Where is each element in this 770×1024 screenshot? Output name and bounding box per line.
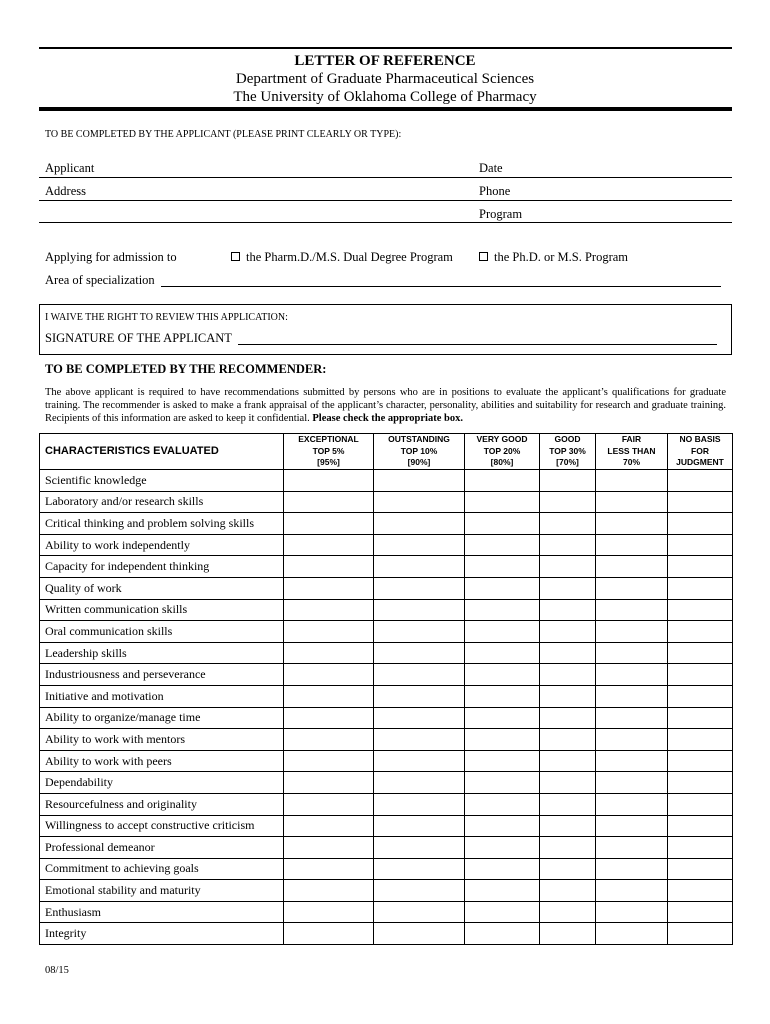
phd-option[interactable]: [479, 250, 628, 265]
rating-cell[interactable]: [540, 556, 596, 578]
characteristic-name: Ability to organize/manage time: [40, 707, 284, 729]
rating-cell[interactable]: [668, 880, 733, 902]
rating-cell[interactable]: [465, 729, 540, 751]
rating-cell[interactable]: [374, 599, 465, 621]
rating-cell[interactable]: [284, 513, 374, 535]
rating-cell[interactable]: [596, 750, 668, 772]
address-field[interactable]: [39, 200, 732, 201]
rating-cell[interactable]: [284, 534, 374, 556]
rating-cell[interactable]: [668, 513, 733, 535]
characteristic-name: Ability to work with mentors: [40, 729, 284, 751]
recommender-heading: TO BE COMPLETED BY THE RECOMMENDER:: [45, 362, 327, 376]
characteristic-name: Enthusiasm: [40, 901, 284, 923]
rating-cell[interactable]: [540, 577, 596, 599]
rating-cell[interactable]: [668, 534, 733, 556]
pharmd-option[interactable]: [231, 250, 453, 265]
rating-cell[interactable]: [284, 815, 374, 837]
rating-cell[interactable]: [465, 577, 540, 599]
table-body: [40, 470, 733, 945]
rating-cell[interactable]: [596, 837, 668, 859]
characteristic-name: Scientific knowledge: [40, 470, 284, 492]
rating-cell[interactable]: [284, 599, 374, 621]
characteristic-name: Resourcefulness and originality: [40, 793, 284, 815]
characteristic-name: Professional demeanor: [40, 837, 284, 859]
rating-cell[interactable]: [596, 491, 668, 513]
table-row: [40, 729, 733, 751]
university-name: The University of Oklahoma College of Pharmacy: [233, 89, 537, 105]
rating-cell[interactable]: [284, 923, 374, 945]
specialization-field[interactable]: [161, 286, 721, 287]
rating-cell[interactable]: [596, 901, 668, 923]
rating-cell[interactable]: [374, 664, 465, 686]
rating-cell[interactable]: [465, 923, 540, 945]
rating-cell[interactable]: [374, 750, 465, 772]
rating-cell[interactable]: [465, 837, 540, 859]
rating-cell[interactable]: [596, 513, 668, 535]
rating-cell[interactable]: [374, 685, 465, 707]
rating-cell[interactable]: [596, 556, 668, 578]
rating-cell[interactable]: [596, 642, 668, 664]
rating-cell[interactable]: [284, 685, 374, 707]
address-label: Address: [45, 184, 86, 198]
table-row: [40, 642, 733, 664]
rating-cell[interactable]: [540, 750, 596, 772]
rating-cell[interactable]: [374, 772, 465, 794]
rating-cell[interactable]: [284, 470, 374, 492]
characteristic-name: Commitment to achieving goals: [40, 858, 284, 880]
table-header-row: [40, 434, 733, 470]
rating-cell[interactable]: [668, 577, 733, 599]
rating-cell[interactable]: [540, 858, 596, 880]
rating-cell[interactable]: [596, 621, 668, 643]
rating-cell[interactable]: [540, 815, 596, 837]
rating-cell[interactable]: [465, 491, 540, 513]
rating-cell[interactable]: [374, 901, 465, 923]
rating-cell[interactable]: [284, 793, 374, 815]
col-header-no-basis: NO BASIS FOR JUDGMENT: [668, 434, 733, 470]
characteristic-name: Industriousness and perseverance: [40, 664, 284, 686]
rating-cell[interactable]: [596, 729, 668, 751]
rating-cell[interactable]: [284, 664, 374, 686]
characteristic-name: Critical thinking and problem solving skills: [40, 513, 284, 535]
characteristic-name: Emotional stability and maturity: [40, 880, 284, 902]
rating-cell[interactable]: [668, 815, 733, 837]
pharmd-checkbox[interactable]: [231, 252, 240, 261]
rating-cell[interactable]: [284, 772, 374, 794]
rating-cell[interactable]: [465, 793, 540, 815]
rating-cell[interactable]: [374, 642, 465, 664]
rating-cell[interactable]: [540, 772, 596, 794]
col-header-very-good: VERY GOOD TOP 20% [80%]: [465, 434, 540, 470]
table-row: [40, 707, 733, 729]
characteristic-name: Dependability: [40, 772, 284, 794]
characteristic-name: Laboratory and/or research skills: [40, 491, 284, 513]
table-row: [40, 664, 733, 686]
table-row: [40, 534, 733, 556]
rating-cell[interactable]: [668, 772, 733, 794]
rating-cell[interactable]: [374, 729, 465, 751]
rating-cell[interactable]: [540, 685, 596, 707]
table-row: [40, 577, 733, 599]
rating-cell[interactable]: [668, 664, 733, 686]
rating-cell[interactable]: [668, 858, 733, 880]
rating-cell[interactable]: [284, 837, 374, 859]
applicant-label: Applicant: [45, 161, 95, 175]
rating-cell[interactable]: [668, 556, 733, 578]
rating-cell[interactable]: [668, 599, 733, 621]
rating-cell[interactable]: [540, 642, 596, 664]
rating-cell[interactable]: [374, 858, 465, 880]
rating-cell[interactable]: [596, 599, 668, 621]
table-row: [40, 793, 733, 815]
rating-cell[interactable]: [668, 750, 733, 772]
signature-label: SIGNATURE OF THE APPLICANT: [45, 331, 232, 345]
evaluation-table: [39, 433, 733, 945]
rating-cell[interactable]: [465, 556, 540, 578]
characteristic-name: Willingness to accept constructive criticism: [40, 815, 284, 837]
rating-cell[interactable]: [668, 729, 733, 751]
rating-cell[interactable]: [284, 577, 374, 599]
program-label: Program: [479, 207, 523, 221]
rating-cell[interactable]: [668, 470, 733, 492]
rating-cell[interactable]: [540, 513, 596, 535]
applicant-field[interactable]: [39, 177, 732, 178]
pharmd-option-label: the Pharm.D./M.S. Dual Degree Program: [246, 250, 453, 264]
phone-label: Phone: [479, 184, 511, 198]
rating-cell[interactable]: [374, 621, 465, 643]
rating-cell[interactable]: [596, 685, 668, 707]
rating-cell[interactable]: [596, 707, 668, 729]
rating-cell[interactable]: [668, 621, 733, 643]
rating-cell[interactable]: [465, 534, 540, 556]
rating-cell[interactable]: [374, 534, 465, 556]
rating-cell[interactable]: [284, 707, 374, 729]
rating-cell[interactable]: [465, 470, 540, 492]
address-field-line-2[interactable]: [39, 222, 732, 223]
department-name: Department of Graduate Pharmaceutical Sciences: [235, 71, 535, 87]
rating-cell[interactable]: [596, 577, 668, 599]
col-header-good: GOOD TOP 30% [70%]: [540, 434, 596, 470]
table-row: [40, 880, 733, 902]
rating-cell[interactable]: [596, 858, 668, 880]
rating-cell[interactable]: [668, 707, 733, 729]
characteristic-name: Ability to work independently: [40, 534, 284, 556]
table-row: [40, 815, 733, 837]
characteristic-name: Written communication skills: [40, 599, 284, 621]
recommender-paragraph-text: The above applicant is required to have recommendations submitted by persons who are in positions to evaluate the applicant’s qualifications for graduate training. The recommender is asked to make a frank appraisal of the applicant’s character, personality, abilities and suitability for research and graduate training. Recipients of this information are asked to keep it confidential.: [45, 387, 726, 424]
table-row: [40, 923, 733, 945]
rating-cell[interactable]: [596, 470, 668, 492]
rating-cell[interactable]: [596, 880, 668, 902]
col-header-fair: FAIR LESS THAN 70%: [596, 434, 668, 470]
rating-cell[interactable]: [668, 923, 733, 945]
col-header-outstanding: OUTSTANDING TOP 10% [90%]: [374, 434, 465, 470]
document-title: LETTER OF REFERENCE: [294, 53, 476, 69]
rating-cell[interactable]: [668, 491, 733, 513]
rating-cell[interactable]: [465, 815, 540, 837]
header-bottom-rule: [39, 107, 732, 111]
rating-cell[interactable]: [284, 901, 374, 923]
rating-cell[interactable]: [668, 901, 733, 923]
table-row: [40, 491, 733, 513]
rating-cell[interactable]: [374, 707, 465, 729]
recommender-paragraph-bold: Please check the appropriate box.: [312, 413, 463, 424]
rating-cell[interactable]: [540, 707, 596, 729]
table-row: [40, 901, 733, 923]
col-header-exceptional: EXCEPTIONAL TOP 5% [95%]: [284, 434, 374, 470]
rating-cell[interactable]: [596, 664, 668, 686]
rating-cell[interactable]: [284, 491, 374, 513]
characteristics-header: CHARACTERISTICS EVALUATED: [40, 434, 284, 470]
waiver-text: I WAIVE THE RIGHT TO REVIEW THIS APPLICATION:: [45, 312, 288, 323]
rating-cell[interactable]: [465, 880, 540, 902]
rating-cell[interactable]: [284, 858, 374, 880]
specialization-label: Area of specialization: [45, 273, 155, 287]
rating-cell[interactable]: [540, 880, 596, 902]
table-row: [40, 513, 733, 535]
rating-cell[interactable]: [284, 729, 374, 751]
rating-cell[interactable]: [540, 621, 596, 643]
rating-cell[interactable]: [668, 793, 733, 815]
characteristic-name: Oral communication skills: [40, 621, 284, 643]
rating-cell[interactable]: [374, 837, 465, 859]
characteristic-name: Integrity: [40, 923, 284, 945]
rating-cell[interactable]: [596, 772, 668, 794]
phd-checkbox[interactable]: [479, 252, 488, 261]
rating-cell[interactable]: [596, 815, 668, 837]
table-row: [40, 470, 733, 492]
characteristic-name: Quality of work: [40, 577, 284, 599]
rating-cell[interactable]: [596, 793, 668, 815]
rating-cell[interactable]: [374, 880, 465, 902]
phd-option-label: the Ph.D. or M.S. Program: [494, 250, 629, 264]
rating-cell[interactable]: [540, 491, 596, 513]
applicant-instruction: TO BE COMPLETED BY THE APPLICANT (PLEASE PRINT CLEARLY OR TYPE):: [45, 129, 402, 140]
rating-cell[interactable]: [284, 621, 374, 643]
applying-label: Applying for admission to: [45, 250, 177, 264]
rating-cell[interactable]: [465, 642, 540, 664]
rating-cell[interactable]: [374, 470, 465, 492]
rating-cell[interactable]: [465, 901, 540, 923]
table-row: [40, 599, 733, 621]
rating-cell[interactable]: [540, 599, 596, 621]
rating-cell[interactable]: [374, 577, 465, 599]
revision-code: 08/15: [45, 965, 69, 976]
rating-cell[interactable]: [465, 750, 540, 772]
signature-field[interactable]: [238, 344, 717, 345]
rating-cell[interactable]: [668, 642, 733, 664]
table-row: [40, 750, 733, 772]
date-label: Date: [479, 161, 503, 175]
rating-cell[interactable]: [540, 923, 596, 945]
rating-cell[interactable]: [465, 772, 540, 794]
rating-cell[interactable]: [465, 707, 540, 729]
rating-cell[interactable]: [540, 470, 596, 492]
rating-cell[interactable]: [465, 858, 540, 880]
rating-cell[interactable]: [284, 642, 374, 664]
rating-cell[interactable]: [668, 837, 733, 859]
rating-cell[interactable]: [540, 664, 596, 686]
table-row: [40, 837, 733, 859]
rating-cell[interactable]: [668, 685, 733, 707]
table-row: [40, 556, 733, 578]
rating-cell[interactable]: [596, 534, 668, 556]
rating-cell[interactable]: [465, 664, 540, 686]
characteristic-name: Ability to work with peers: [40, 750, 284, 772]
table-row: [40, 621, 733, 643]
rating-cell[interactable]: [374, 793, 465, 815]
rating-cell[interactable]: [374, 556, 465, 578]
table-row: [40, 858, 733, 880]
rating-cell[interactable]: [540, 534, 596, 556]
rating-cell[interactable]: [540, 837, 596, 859]
rating-cell[interactable]: [465, 621, 540, 643]
recommender-paragraph: [45, 386, 726, 425]
rating-cell[interactable]: [374, 513, 465, 535]
rating-cell[interactable]: [540, 729, 596, 751]
rating-cell[interactable]: [540, 901, 596, 923]
characteristic-name: Leadership skills: [40, 642, 284, 664]
table-row: [40, 772, 733, 794]
rating-cell[interactable]: [465, 685, 540, 707]
rating-cell[interactable]: [374, 923, 465, 945]
top-rule: [39, 47, 732, 49]
rating-cell[interactable]: [465, 513, 540, 535]
table-row: [40, 685, 733, 707]
rating-cell[interactable]: [596, 923, 668, 945]
rating-cell[interactable]: [284, 880, 374, 902]
characteristic-name: Initiative and motivation: [40, 685, 284, 707]
rating-cell[interactable]: [374, 815, 465, 837]
rating-cell[interactable]: [284, 750, 374, 772]
rating-cell[interactable]: [284, 556, 374, 578]
characteristic-name: Capacity for independent thinking: [40, 556, 284, 578]
rating-cell[interactable]: [374, 491, 465, 513]
rating-cell[interactable]: [465, 599, 540, 621]
rating-cell[interactable]: [540, 793, 596, 815]
